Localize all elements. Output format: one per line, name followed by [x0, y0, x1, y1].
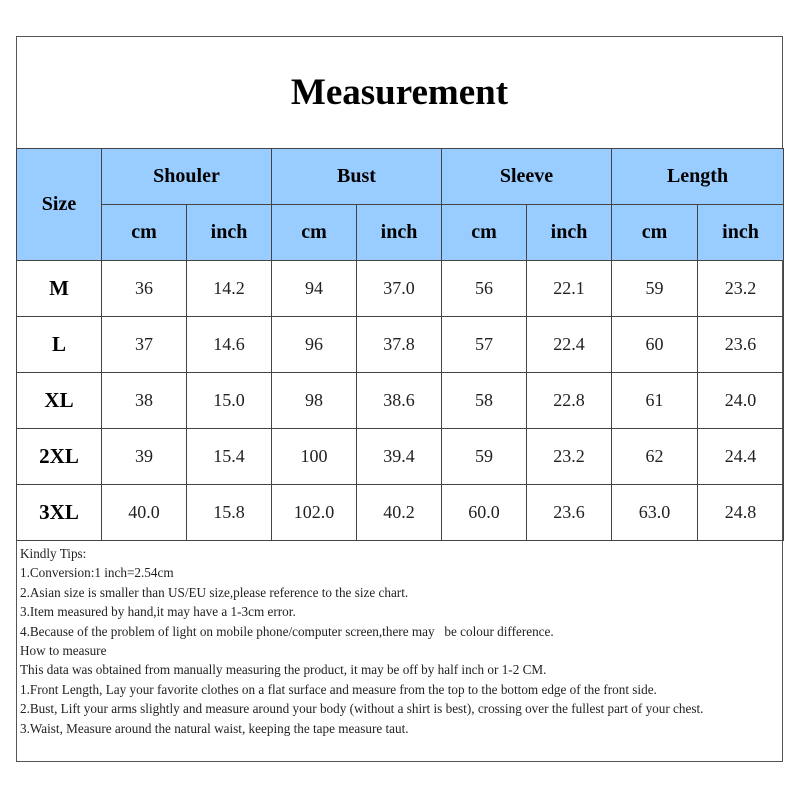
size-table	[16, 148, 784, 541]
table-row	[17, 317, 784, 373]
table-cell: 23.2	[527, 429, 612, 485]
size-column-header: Size	[17, 149, 102, 261]
table-cell: 39.4	[357, 429, 442, 485]
table-cell: 63.0	[612, 485, 698, 541]
table-cell: 56	[442, 261, 527, 317]
size-cell: 3XL	[17, 485, 102, 541]
size-chart-frame	[16, 36, 783, 762]
table-cell: 14.2	[187, 261, 272, 317]
table-cell: 60.0	[442, 485, 527, 541]
table-cell: 37.8	[357, 317, 442, 373]
tip-line: 1.Conversion:1 inch=2.54cm	[20, 565, 174, 581]
size-cell: M	[17, 261, 102, 317]
size-cell: XL	[17, 373, 102, 429]
table-cell: 22.1	[527, 261, 612, 317]
size-cell: 2XL	[17, 429, 102, 485]
table-cell: 59	[442, 429, 527, 485]
table-cell: 36	[102, 261, 187, 317]
table-cell: 15.8	[187, 485, 272, 541]
how-to-measure-heading: How to measure	[20, 643, 107, 659]
table-cell: 24.8	[698, 485, 784, 541]
unit-header: inch	[698, 205, 784, 261]
group-header-length: Length	[612, 149, 784, 205]
table-cell: 98	[272, 373, 357, 429]
unit-header: cm	[442, 205, 527, 261]
table-cell: 23.6	[527, 485, 612, 541]
unit-header: cm	[612, 205, 698, 261]
tips-section	[20, 544, 780, 738]
tip-line: 2.Asian size is smaller than US/EU size,please reference to the size chart.	[20, 584, 409, 600]
table-cell: 57	[442, 317, 527, 373]
size-cell: L	[17, 317, 102, 373]
table-cell: 40.0	[102, 485, 187, 541]
table-cell: 37	[102, 317, 187, 373]
table-cell: 22.8	[527, 373, 612, 429]
table-cell: 40.2	[357, 485, 442, 541]
table-cell: 38.6	[357, 373, 442, 429]
unit-header: inch	[357, 205, 442, 261]
table-row	[17, 261, 784, 317]
table-cell: 14.6	[187, 317, 272, 373]
table-cell: 38	[102, 373, 187, 429]
unit-header: inch	[527, 205, 612, 261]
table-row	[17, 429, 784, 485]
unit-header: inch	[187, 205, 272, 261]
table-cell: 102.0	[272, 485, 357, 541]
table-cell: 62	[612, 429, 698, 485]
table-cell: 39	[102, 429, 187, 485]
tip-line: 3.Item measured by hand,it may have a 1-3cm error.	[20, 604, 296, 620]
tip-line: 4.Because of the problem of light on mobile phone/computer screen,there may be colour difference.	[20, 623, 554, 639]
chart-title: Measurement	[17, 37, 782, 149]
tip-line: 1.Front Length, Lay your favorite clothes on a flat surface and measure from the top to the bottom edge of the front side.	[20, 681, 657, 697]
table-cell: 15.0	[187, 373, 272, 429]
group-header-bust: Bust	[272, 149, 442, 205]
table-cell: 96	[272, 317, 357, 373]
group-header-sleeve: Sleeve	[442, 149, 612, 205]
tip-line: 2.Bust, Lift your arms slightly and measure around your body (without a shirt is best), crossing over the fullest part of your chest.	[20, 701, 704, 717]
table-cell: 59	[612, 261, 698, 317]
table-row	[17, 485, 784, 541]
table-cell: 94	[272, 261, 357, 317]
table-cell: 24.0	[698, 373, 784, 429]
tips-heading: Kindly Tips:	[20, 546, 87, 561]
table-row	[17, 373, 784, 429]
tip-line: This data was obtained from manually measuring the product, it may be off by half inch or 1-2 CM.	[20, 662, 547, 678]
table-cell: 100	[272, 429, 357, 485]
group-header-shoulder: Shouler	[102, 149, 272, 205]
table-cell: 60	[612, 317, 698, 373]
table-cell: 23.2	[698, 261, 784, 317]
unit-header: cm	[102, 205, 187, 261]
table-cell: 24.4	[698, 429, 784, 485]
table-cell: 15.4	[187, 429, 272, 485]
table-cell: 23.6	[698, 317, 784, 373]
unit-header: cm	[272, 205, 357, 261]
tip-line: 3.Waist, Measure around the natural waist, keeping the tape measure taut.	[20, 720, 409, 736]
table-cell: 37.0	[357, 261, 442, 317]
table-cell: 61	[612, 373, 698, 429]
table-cell: 22.4	[527, 317, 612, 373]
table-cell: 58	[442, 373, 527, 429]
